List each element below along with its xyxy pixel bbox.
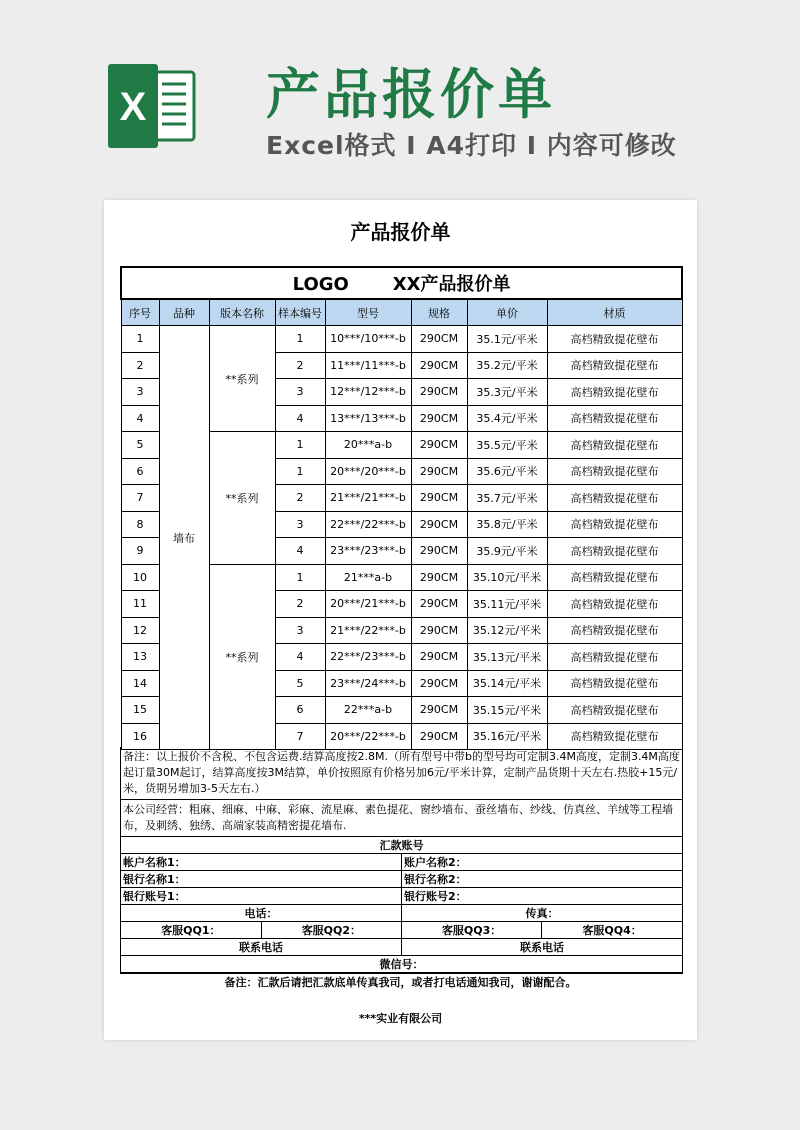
qq2-label: 客服QQ2：: [261, 922, 401, 939]
model-cell: 22***/23***-b: [325, 644, 411, 671]
material-cell: 高档精致提花壁布: [547, 352, 682, 379]
material-cell: 高档精致提花壁布: [547, 326, 682, 353]
sample-number: 5: [275, 670, 325, 697]
price-cell: 35.12元/平米: [467, 617, 547, 644]
sample-number: 6: [275, 697, 325, 724]
col-header: 品种: [159, 299, 209, 326]
col-header: 单价: [467, 299, 547, 326]
business-note: 本公司经营：粗麻、细麻、中麻、彩麻、流星麻、素色提花、窗纱墙布、蚕丝墙布、纱线、仿真丝、羊绒等工程墙布，及刺绣、独绣、高端家装高精密提花墙布.: [121, 800, 682, 837]
row-number: 6: [121, 458, 159, 485]
material-cell: 高档精致提花壁布: [547, 485, 682, 512]
row-number: 16: [121, 723, 159, 750]
spec-cell: 290CM: [411, 617, 467, 644]
price-cell: 35.5元/平米: [467, 432, 547, 459]
spec-cell: 290CM: [411, 405, 467, 432]
spec-cell: 290CM: [411, 432, 467, 459]
model-cell: 10***/10***-b: [325, 326, 411, 353]
spec-cell: 290CM: [411, 644, 467, 671]
row-number: 13: [121, 644, 159, 671]
account-name-1: 帐户名称1：: [121, 854, 402, 871]
sample-number: 2: [275, 591, 325, 618]
model-cell: 20***/21***-b: [325, 591, 411, 618]
col-header: 序号: [121, 299, 159, 326]
spec-cell: 290CM: [411, 458, 467, 485]
material-cell: 高档精致提花壁布: [547, 591, 682, 618]
sample-number: 4: [275, 644, 325, 671]
sample-number: 3: [275, 379, 325, 406]
row-number: 5: [121, 432, 159, 459]
material-cell: 高档精致提花壁布: [547, 379, 682, 406]
model-cell: 21***a-b: [325, 564, 411, 591]
contact-phone-2: 联系电话: [402, 939, 683, 956]
banner-header: [0, 0, 800, 200]
price-cell: 35.11元/平米: [467, 591, 547, 618]
material-cell: 高档精致提花壁布: [547, 670, 682, 697]
sample-number: 3: [275, 617, 325, 644]
price-cell: 35.9元/平米: [467, 538, 547, 565]
row-number: 2: [121, 352, 159, 379]
col-header: 型号: [325, 299, 411, 326]
model-cell: 12***/12***-b: [325, 379, 411, 406]
spec-cell: 290CM: [411, 697, 467, 724]
row-number: 8: [121, 511, 159, 538]
model-cell: 21***/21***-b: [325, 485, 411, 512]
sample-number: 2: [275, 485, 325, 512]
sample-number: 1: [275, 432, 325, 459]
model-cell: 20***a-b: [325, 432, 411, 459]
price-cell: 35.7元/平米: [467, 485, 547, 512]
table-header: [121, 299, 682, 326]
material-cell: 高档精致提花壁布: [547, 511, 682, 538]
spec-cell: 290CM: [411, 352, 467, 379]
material-cell: 高档精致提花壁布: [547, 617, 682, 644]
material-cell: 高档精致提花壁布: [547, 405, 682, 432]
price-cell: 35.15元/平米: [467, 697, 547, 724]
bank-title: 汇款账号: [121, 837, 682, 854]
price-table: [120, 266, 683, 750]
bank-table: [121, 837, 682, 973]
row-number: 4: [121, 405, 159, 432]
price-cell: 35.4元/平米: [467, 405, 547, 432]
excel-icon: [104, 58, 200, 154]
material-cell: 高档精致提花壁布: [547, 697, 682, 724]
variety-cell: 墙布: [159, 326, 209, 750]
footer-note: 备注：汇款后请把汇款底单传真我司，或者打电话通知我司，谢谢配合。: [224, 976, 577, 989]
pricing-note: 备注：以上报价不含税、不包含运费.结算高度按2.8M.（所有型号中带b的型号均可定制3.4M高度，定制3.4M高度起订量30M起订，结算高度按3M结算，单价按照原有价格另加6元/平米计算，定制产品货期十天左右.热胶+15元/米，货期另增加3-5天左右.）: [121, 747, 682, 800]
price-cell: 35.13元/平米: [467, 644, 547, 671]
account-name-2: 账户名称2：: [402, 854, 683, 871]
banner-subtitle: Excel格式 I A4打印 I 内容可修改: [266, 131, 677, 160]
price-cell: 35.2元/平米: [467, 352, 547, 379]
wechat-label: 微信号：: [121, 956, 682, 973]
model-cell: 23***/24***-b: [325, 670, 411, 697]
banner-title: 产品报价单: [266, 63, 556, 126]
series-cell: **系列: [209, 432, 275, 565]
row-number: 12: [121, 617, 159, 644]
price-cell: 35.10元/平米: [467, 564, 547, 591]
material-cell: 高档精致提花壁布: [547, 538, 682, 565]
contact-phone-1: 联系电话: [121, 939, 402, 956]
material-cell: 高档精致提花壁布: [547, 458, 682, 485]
spec-cell: 290CM: [411, 723, 467, 750]
price-cell: 35.6元/平米: [467, 458, 547, 485]
material-cell: 高档精致提花壁布: [547, 723, 682, 750]
row-number: 1: [121, 326, 159, 353]
qq4-label: 客服QQ4：: [542, 922, 682, 939]
bank-name-1: 银行名称1：: [121, 871, 402, 888]
fax-label: 传真：: [402, 905, 683, 922]
excel-icon-letter: X: [119, 85, 147, 129]
spec-cell: 290CM: [411, 326, 467, 353]
sample-number: 1: [275, 564, 325, 591]
company-name: ***实业有限公司: [358, 1012, 443, 1025]
col-header: 材质: [547, 299, 682, 326]
notes-section: [120, 747, 683, 974]
price-cell: 35.14元/平米: [467, 670, 547, 697]
col-header: 样本编号: [275, 299, 325, 326]
spec-cell: 290CM: [411, 485, 467, 512]
spec-cell: 290CM: [411, 591, 467, 618]
model-cell: 11***/11***-b: [325, 352, 411, 379]
model-cell: 20***/22***-b: [325, 723, 411, 750]
model-cell: 22***a-b: [325, 697, 411, 724]
price-cell: 35.1元/平米: [467, 326, 547, 353]
row-number: 10: [121, 564, 159, 591]
material-cell: 高档精致提花壁布: [547, 644, 682, 671]
logo-title: LOGO XX产品报价单: [121, 267, 682, 299]
price-cell: 35.16元/平米: [467, 723, 547, 750]
sample-number: 2: [275, 352, 325, 379]
spec-cell: 290CM: [411, 379, 467, 406]
sample-number: 4: [275, 538, 325, 565]
logo-row: [121, 267, 682, 299]
spec-cell: 290CM: [411, 538, 467, 565]
series-cell: **系列: [209, 564, 275, 750]
model-cell: 21***/22***-b: [325, 617, 411, 644]
bank-account-1: 银行账号1：: [121, 888, 402, 905]
bank-account-2: 银行账号2：: [402, 888, 683, 905]
row-number: 9: [121, 538, 159, 565]
document-title: 产品报价单: [350, 220, 451, 244]
sample-number: 1: [275, 458, 325, 485]
table-row: [121, 326, 682, 353]
row-number: 3: [121, 379, 159, 406]
model-cell: 13***/13***-b: [325, 405, 411, 432]
row-number: 14: [121, 670, 159, 697]
qq3-label: 客服QQ3：: [402, 922, 542, 939]
price-cell: 35.3元/平米: [467, 379, 547, 406]
phone-label: 电话：: [121, 905, 402, 922]
sample-number: 4: [275, 405, 325, 432]
sample-number: 7: [275, 723, 325, 750]
document-page: [104, 200, 697, 1040]
col-header: 规格: [411, 299, 467, 326]
spec-cell: 290CM: [411, 670, 467, 697]
col-header: 版本名称: [209, 299, 275, 326]
material-cell: 高档精致提花壁布: [547, 432, 682, 459]
model-cell: 23***/23***-b: [325, 538, 411, 565]
material-cell: 高档精致提花壁布: [547, 564, 682, 591]
series-cell: **系列: [209, 326, 275, 432]
qq1-label: 客服QQ1：: [121, 922, 261, 939]
model-cell: 22***/22***-b: [325, 511, 411, 538]
sample-number: 1: [275, 326, 325, 353]
model-cell: 20***/20***-b: [325, 458, 411, 485]
row-number: 15: [121, 697, 159, 724]
row-number: 11: [121, 591, 159, 618]
price-cell: 35.8元/平米: [467, 511, 547, 538]
spec-cell: 290CM: [411, 564, 467, 591]
sample-number: 3: [275, 511, 325, 538]
row-number: 7: [121, 485, 159, 512]
bank-name-2: 银行名称2：: [402, 871, 683, 888]
spec-cell: 290CM: [411, 511, 467, 538]
